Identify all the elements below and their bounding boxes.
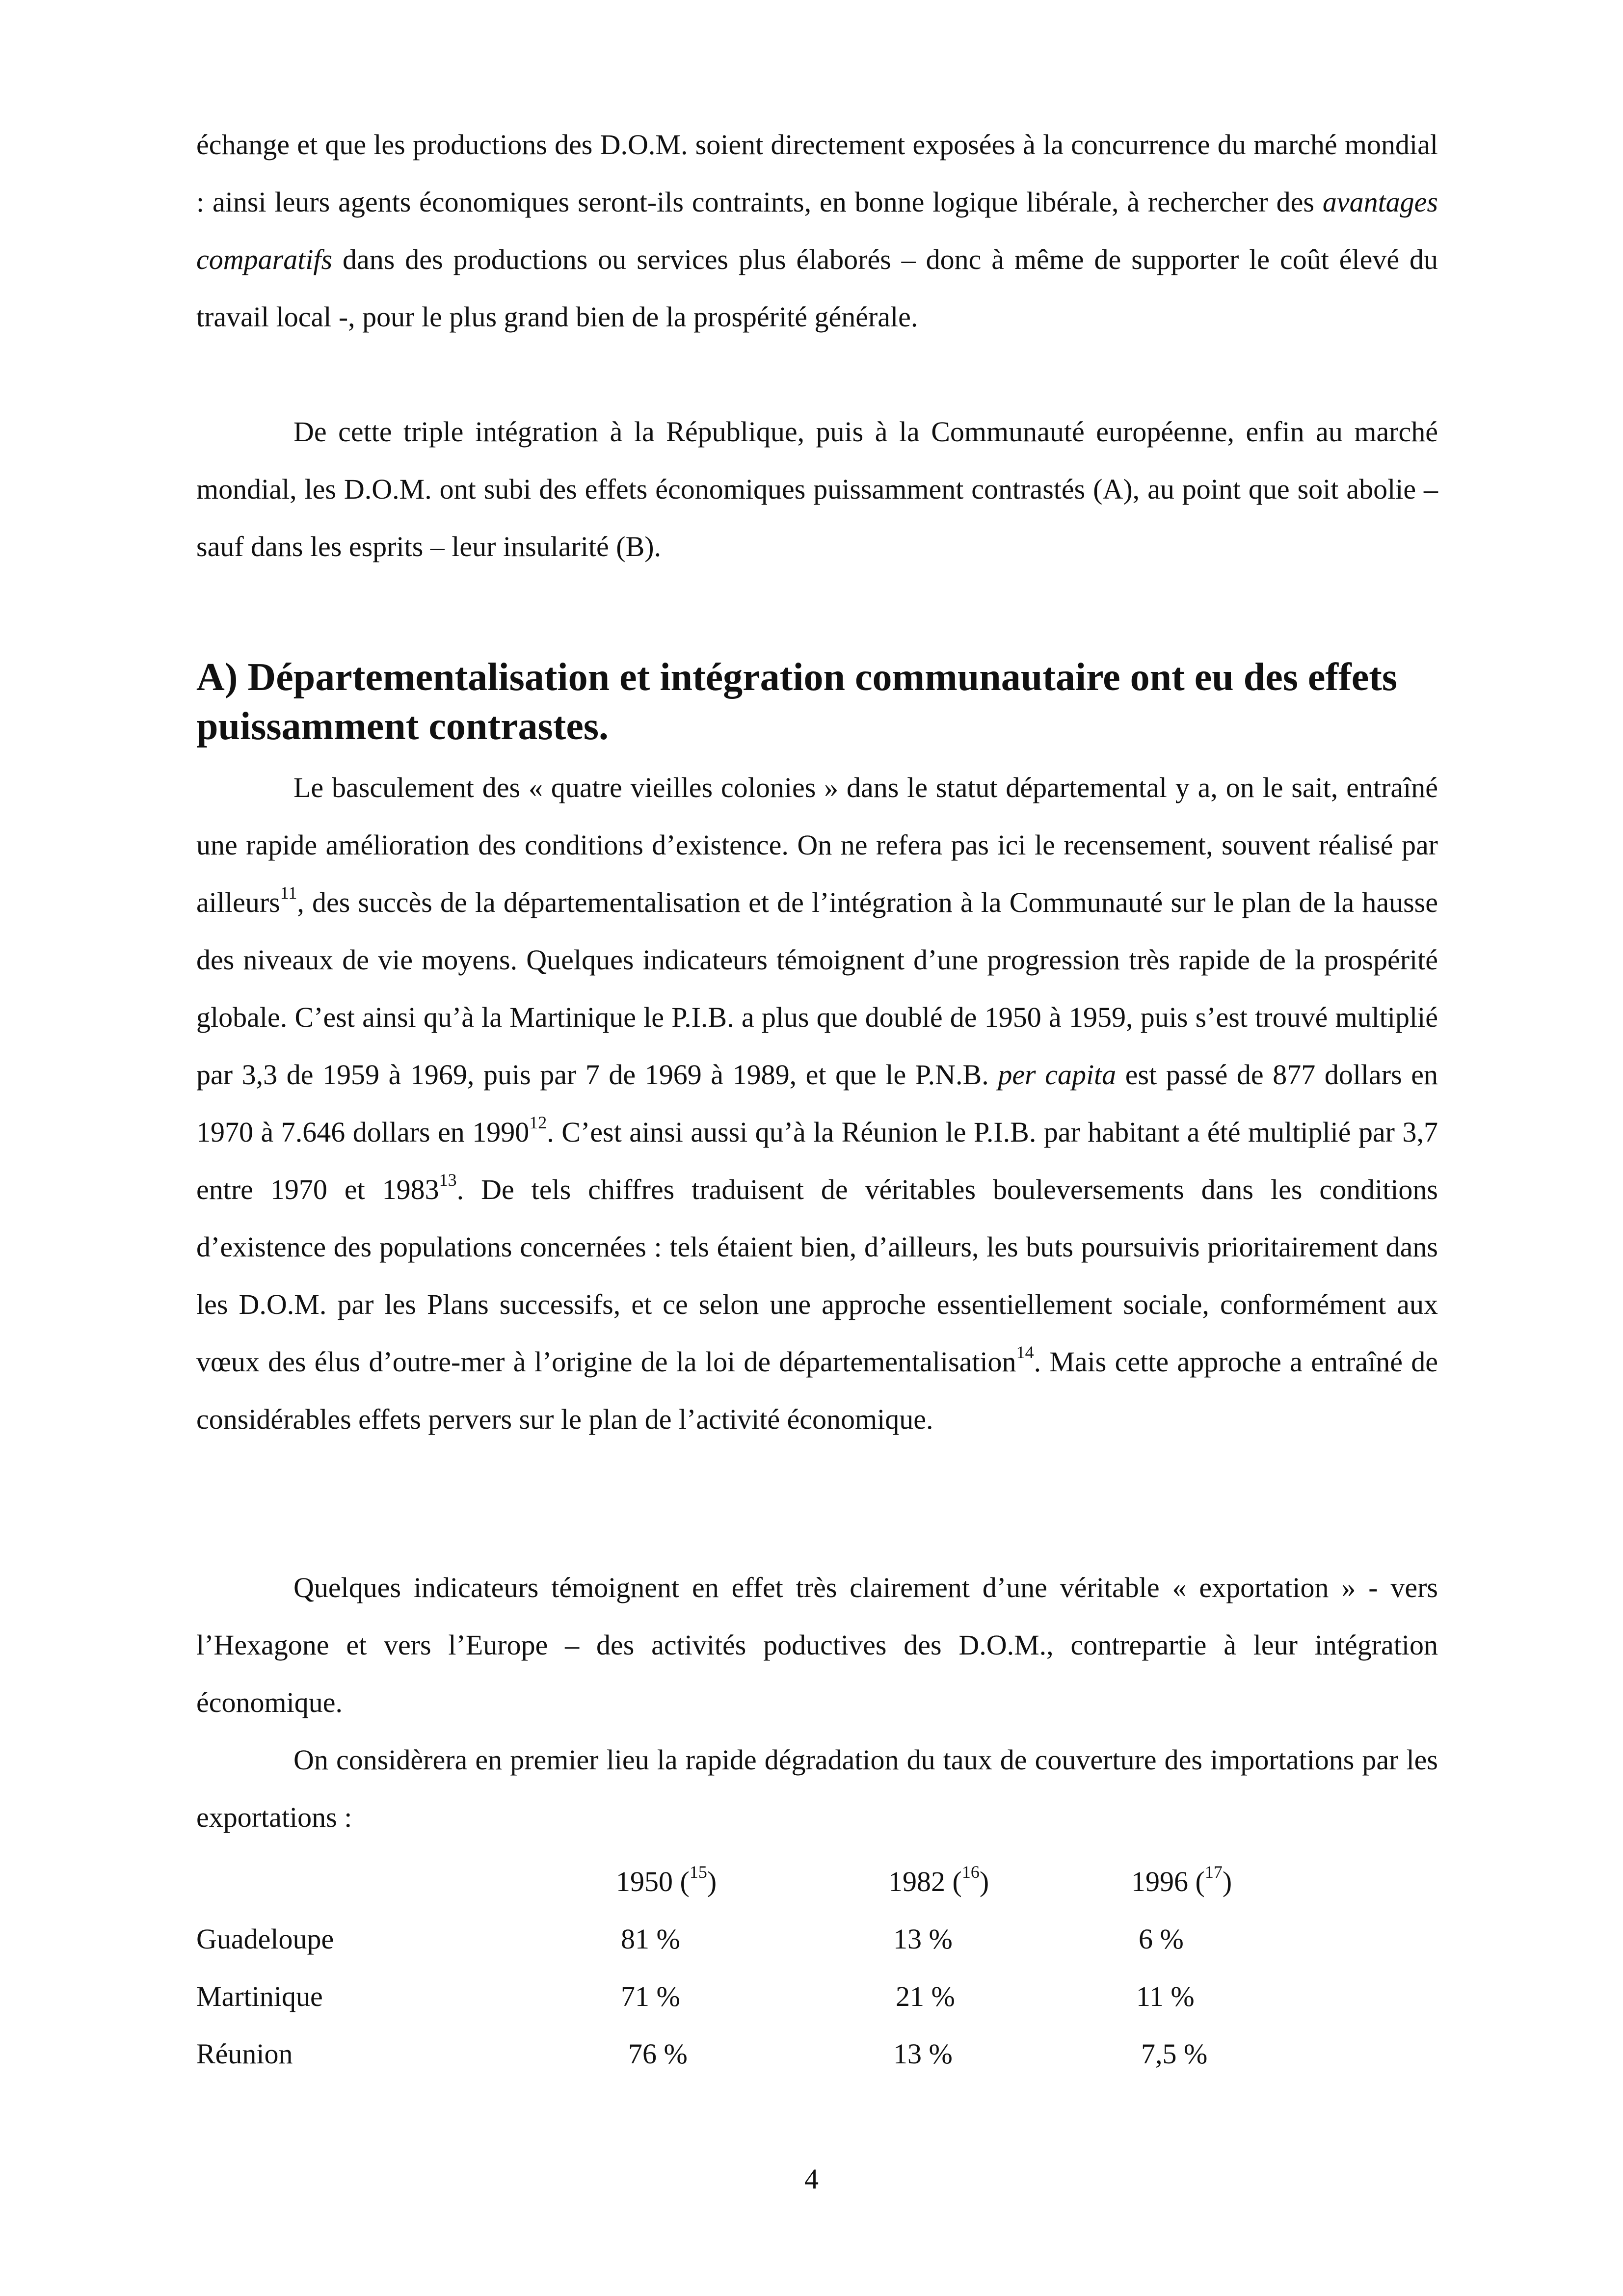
cell-1950: 71 %: [621, 1980, 680, 2012]
cell-1996: 11 %: [1136, 1980, 1195, 2012]
page-number: 4: [804, 2163, 819, 2195]
paragraph-exportation: Quelques indicateurs témoignent en effet très clairement d’une véritable « exportation » - vers l’Hexagone et vers l’Europe – des activités poductives des D.O.M., contrepartie à leur intégration économique.: [196, 1572, 1438, 1718]
paragraph-couverture: On considèrera en premier lieu la rapide dégradation du taux de couverture des importations par les exportations :: [196, 1744, 1438, 1833]
footnote-ref-16[interactable]: 16: [961, 1862, 980, 1882]
footnote-ref-15[interactable]: 15: [689, 1862, 707, 1882]
footnote-ref-17[interactable]: 17: [1204, 1862, 1223, 1882]
cell-1996: 7,5 %: [1141, 2038, 1208, 2070]
footnote-ref-11[interactable]: 11: [280, 883, 297, 903]
cell-1950: 81 %: [621, 1923, 680, 1955]
footnote-ref-12[interactable]: 12: [529, 1113, 547, 1132]
cell-1950: 76 %: [628, 2038, 688, 2070]
paragraph-intro-continuation: échange et que les productions des D.O.M. soient directement exposées à la concurrence du marché mondial : ainsi leurs agents économiques seront-ils contraints, en bonne logique libérale, à rechercher des avantages comparatifs dans des productions ou services plus élaborés – donc à même de supporter le coût élevé du travail local -, pour le plus grand bien de la prospérité générale.: [196, 129, 1438, 333]
emphasis-avantages-comparatifs: avantages comparatifs: [196, 186, 1438, 275]
emphasis-per-capita: per capita: [998, 1059, 1117, 1091]
section-heading-a: A) Départementalisation et intégration communautaire ont eu des effets puissamment contrastes.: [196, 656, 1397, 748]
cell-1982: 13 %: [893, 1923, 953, 1955]
header-1950: 1950 ($^{15}$): [616, 1862, 717, 1897]
row-label: Guadeloupe: [196, 1923, 334, 1955]
footnote-ref-14[interactable]: 14: [1016, 1342, 1034, 1362]
cell-1982: 13 %: [893, 2038, 953, 2070]
row-label: Réunion: [196, 2038, 293, 2070]
header-1996: 1996 ($^{17}$): [1131, 1862, 1232, 1897]
footnote-ref-13[interactable]: 13: [439, 1170, 457, 1190]
row-label: Martinique: [196, 1980, 323, 2012]
paragraph-triple-integration: De cette triple intégration à la République, puis à la Communauté européenne, enfin au marché mondial, les D.O.M. ont subi des effets économiques puissamment contrastés (A), au point que soit abolie – sauf dans les esprits – leur insularité (B).: [196, 416, 1438, 562]
cell-1982: 21 %: [896, 1980, 955, 2012]
paragraph-basculement: Le basculement des « quatre vieilles colonies » dans le statut départemental y a, on le sait, entraîné une rapide amélioration des conditions d’existence. On ne refera pas ici le recensement, souvent réalisé par ailleurs$^{11}$, des succès de la départementalisation et de l’intégration à la Communauté sur le plan de la hausse des niveaux de vie moyens. Quelques indicateurs témoignent d’une progression très rapide de la prospérité globale. C’est ainsi qu’à la Martinique le P.I.B. a plus que doublé de 1950 à 1959, puis s’est trouvé multiplié par 3,3 de 1959 à 1969, puis par 7 de 1969 à 1989, et que le P.N.B. per capita est passé de 877 dollars en 1970 à 7.646 dollars en 1990$^{12}$. C’est ainsi aussi qu’à la Réunion le P.I.B. par habitant a été multiplié par 3,7 entre 1970 et 1983$^{13}$. De tels chiffres traduisent de véritables bouleversements dans les conditions d’existence des populations concernées : tels étaient bien, d’ailleurs, les buts poursuivis prioritairement dans les D.O.M. par les Plans successifs, et ce selon une approche essentiellement sociale, conformément aux vœux des élus d’outre-mer à l’origine de la loi de départementalisation$^{14}$. Mais cette approche a entraîné de considérables effets pervers sur le plan de l’activité économique.: [196, 772, 1438, 1435]
header-1982: 1982 ($^{16}$): [888, 1862, 989, 1897]
cell-1996: 6 %: [1139, 1923, 1184, 1955]
